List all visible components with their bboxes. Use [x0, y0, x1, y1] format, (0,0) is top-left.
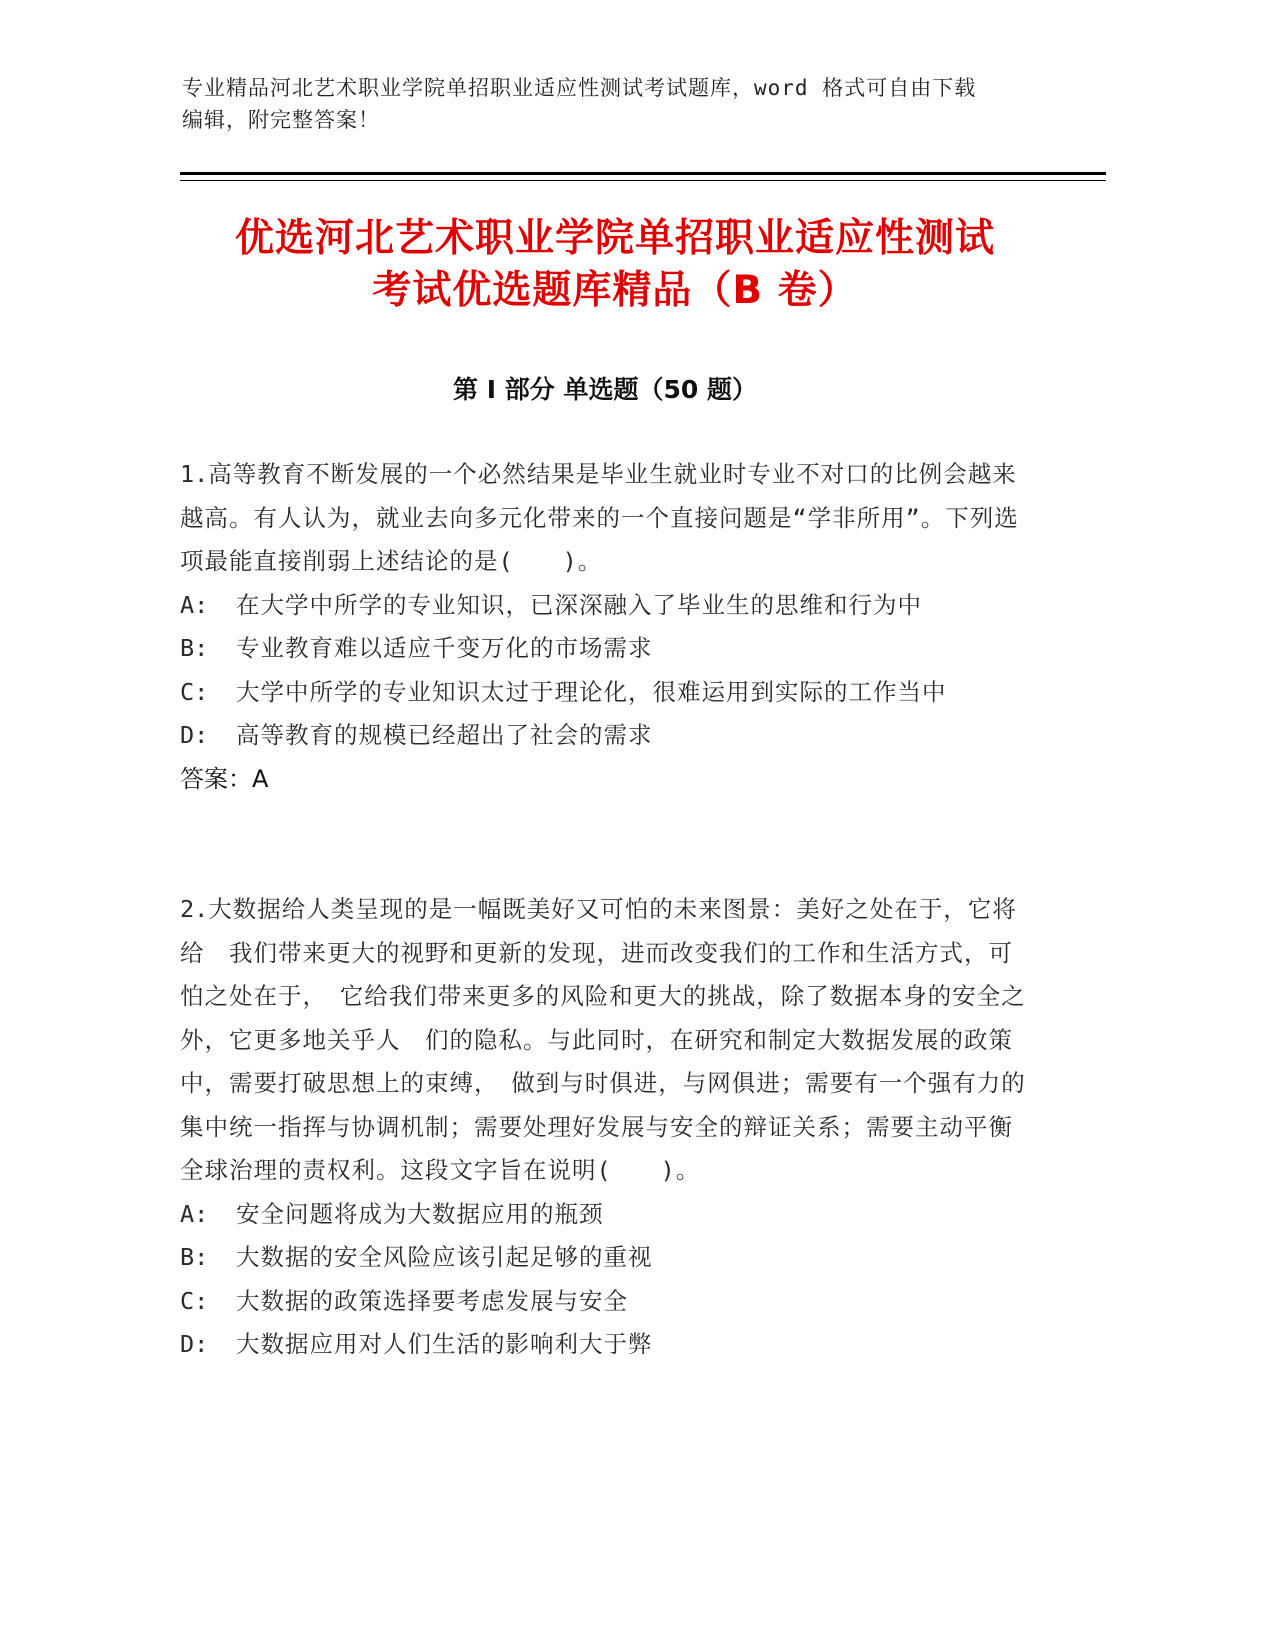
document-title: [150, 213, 1080, 317]
header-note-line-1: 专业精品河北艺术职业学院单招职业适应性测试考试题库，word 格式可自由下载: [182, 76, 977, 100]
option-key: C:: [180, 677, 209, 706]
option-a: [180, 584, 1030, 628]
option-key: A:: [180, 1199, 209, 1228]
option-b: [180, 1236, 1030, 1280]
question-number: 2.: [180, 895, 209, 923]
question-number: 1.: [180, 460, 209, 488]
option-text: 大数据的政策选择要考虑发展与安全: [236, 1286, 628, 1315]
question-text: 高等教育不断发展的一个必然结果是毕业生就业时专业不对口的比例会越来越高。有人认为，就业去向多元化带来的一个直接问题是“学非所用”。下列选项最能直接削弱上述结论的是( )。: [180, 460, 1019, 575]
option-c: [180, 1280, 1030, 1324]
question-stem: [180, 888, 1030, 1193]
option-key: C:: [180, 1286, 209, 1315]
option-text: 安全问题将成为大数据应用的瓶颈: [236, 1199, 604, 1228]
section-title: 第 I 部分 单选题（50 题）: [453, 375, 757, 404]
option-key: D:: [180, 1330, 209, 1358]
option-text: 高等教育的规模已经超出了社会的需求: [236, 721, 653, 749]
answer-label: 答案：A: [180, 764, 269, 793]
header-rule-thick: [180, 172, 1106, 175]
header-note: [182, 72, 1032, 136]
option-key: A:: [180, 590, 209, 619]
question-text: 大数据给人类呈现的是一幅既美好又可怕的未来图景：美好之处在于，它将给 我们带来更大的视野和更新的发现，进而改变我们的工作和生活方式，可怕之处在于， 它给我们带来更多的风险和更大的挑战，除了数据本身的安全之外，它更多地关乎人 们的隐私。与此同时，在研究和制定大数据发展的政策中，需要打破思想上的束缚， 做到与时俱进，与网俱进；需要有一个强有力的集中统一指挥与协调机制；需要处理好发展与安全的辩证关系；需要主动平衡全球治理的责权利。这段文字旨在说明( )。: [180, 895, 1026, 1184]
option-c: [180, 671, 1030, 715]
option-key: B:: [180, 634, 209, 662]
option-key: B:: [180, 1243, 209, 1271]
option-a: [180, 1193, 1030, 1237]
option-text: 专业教育难以适应千变万化的市场需求: [236, 634, 653, 662]
document-title-line-2: 考试优选题库精品（B 卷）: [372, 268, 858, 313]
document-title-line-1: 优选河北艺术职业学院单招职业适应性测试: [234, 216, 995, 261]
option-text: 大数据的安全风险应该引起足够的重视: [236, 1243, 653, 1271]
option-d: [180, 714, 1030, 758]
option-text: 大数据应用对人们生活的影响利大于弊: [236, 1330, 653, 1358]
option-key: D:: [180, 721, 209, 749]
option-d: [180, 1323, 1030, 1367]
question-2: [180, 888, 1030, 1367]
question-stem: [180, 453, 1030, 584]
option-text: 大学中所学的专业知识太过于理论化，很难运用到实际的工作当中: [236, 677, 947, 706]
option-b: [180, 627, 1030, 671]
header-note-line-2: 编辑，附完整答案！: [182, 108, 380, 132]
option-text: 在大学中所学的专业知识，已深深融入了毕业生的思维和行为中: [236, 590, 922, 619]
header-rule-thin: [180, 180, 1106, 181]
question-1: [180, 453, 1030, 801]
